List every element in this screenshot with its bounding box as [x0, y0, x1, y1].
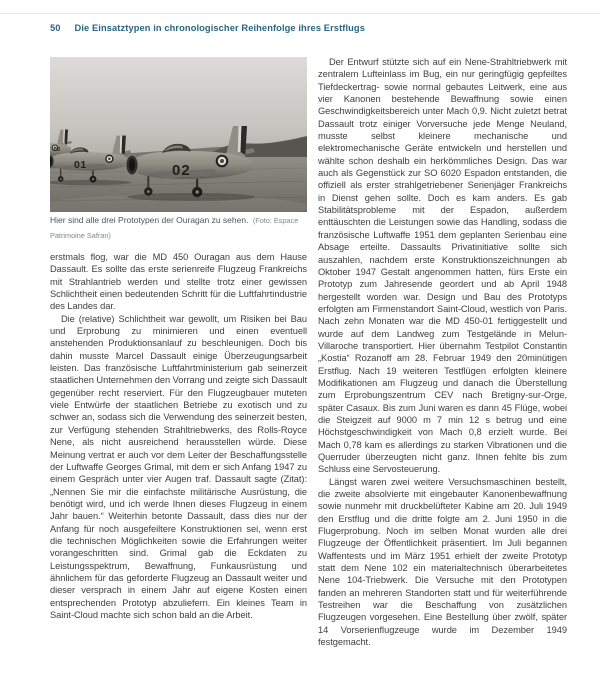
aircraft-marking-02: 02: [172, 162, 191, 179]
body-paragraph: Der Entwurf stützte sich auf ein Nene-Strahltriebwerk mit zentralem Lufteinlass im Bug, ein nur geringfügig gepfeiltes Tiefdeckertrag- sowie normal gebautes Leitwerk, eine aus vier Kanonen bestehende Bewaffnung sowie einen Geschwindigkeitsbereich unter Mach 0,9. Nicht zuletzt betrat Dassault trotz einiger Vorversuche jede Menge Neuland, musste selbst kleinere mechanische und elektromechanische Geräte entwickeln und herstellen und wählte schon deshalb ein herkömmliches Design. Das war auch als Gegenstück zur SO 6020 Espadon entstanden, die offiziell als erster strahlgetriebener Serienjäger Frankreichs in Dienst gehen sollte. Doch es kam anders. Es gab Stabilitätsprobleme mit der Espadon, außerdem enttäuschten die Leistungen sowie das Handling, sodass die französische Luftwaffe 1951 dem geplanten Serienbau eine Absage erteilte. Dassaults Privatinitiative sollte sich auszahlen, nachdem erste Konstruktionszeichnungen ab Oktober 1947 Gestalt angenommen hatten, fürs Erste ein Prototyp zum Jahresende geordert und ab April 1948 hergestellt worden war. Design und Bau des Prototyps erfolgten am Firmenstandort Saint-Cloud, westlich von Paris. Nach zehn Monaten war die MD 450-01 fertiggestellt und wurde auf dem Landweg zum Testgelände in Melun-Villaroche transportiert. Hier übernahm Testpilot Constantin „Kostia“ Rozanoff am 28. Februar 1949 den 20minütigen Erstflug. Nach 19 weiteren Testflügen erfolgten kleinere Modifikationen am Flugzeug und danach die Überstellung zum Erprobungszentrum CEV nach Bretigny-sur-Orge, später Casaux. Bis zum Juni waren es dann 45 Flüge, wobei die Steigzeit auf 9000 m 7 min 12 s betrug und eine Höchstgeschwindigkeit von Mach 0,8 erzielt wurde. Bei Mach 0,78 kam es allerdings zu starken Vibrationen und die Querruder überzeugten nicht ganz. Ihnen fehlte bis zum Schluss eine Servosteuerung.: [318, 57, 567, 475]
page-number: 50: [50, 23, 61, 33]
body-paragraph: Die (relative) Schlichtheit war gewollt, um Risiken bei Bau und Erprobung zu minimieren und einen eventuell anstehenden Produktionsanlauf zu beschleunigen. Doch bis dahin musste Marcel Dassault einige Überzeugungsarbeit leisten. Das französische Luftfahrtministerium gab seinerzeit staatlichen Unternehmen den Vorrang und zeigte sich Dassault gegenüber recht reserviert. Für den Flugzeugbauer muteten viele Entwürfe der staatlichen Betriebe zu exotisch und zu schwer an, sodass sich die Verwendung des seinerzeit besten, zur Verfügung stehenden Strahltriebwerks, des Rolls-Royce Nene, als nicht ausreichend herausstellen würde. Diese Meinung vertrat er auch vor dem Leiter der Beschaffungsstelle der Luftwaffe Georges Grimal, mit dem er sich Anfang 1947 zu einem Gespräch unter vier Augen traf. Dassault sagte (Zitat): „Nennen Sie mir die einfachste militärische Ausrüstung, die benötigt wird, und ich werde Ihnen dieses Flugzeug in einem Jahr bauen.“ Weiterhin betonte Dassault, dass dies nur der Anfang für noch ausgefeiltere Konstruktionen sei, wenn erst die technischen Möglichkeiten sowie die Erfahrungen weiter vorangeschritten sind. Grimal gab die Eckdaten zu Leistungsspektrum, Bewaffnung, Funkausrüstung und ähnlichem für das geforderte Flugzeug an Dassault weiter und dieser versprach in einem Jahr auf eigene Kosten einen entsprechenden Prototyp abzuliefern. Ein kleines Team in Saint-Cloud machte sich schon bald an die Arbeit.: [50, 313, 307, 620]
body-paragraph: erstmals flog, war die MD 450 Ouragan aus dem Hause Dassault. Es sollte das erste serienreife Flugzeug Frankreichs mit Strahlantrieb werden und stellte trotz einer gewissen Schlichtheit einen bedeutenden Schritt für die Luftfahrtindustrie des Landes dar.: [50, 252, 307, 312]
figure-caption: [50, 213, 307, 243]
running-header: [50, 23, 365, 33]
right-text-column: [318, 56, 567, 649]
body-paragraph: Längst waren zwei weitere Versuchsmaschinen bestellt, die zweite absolvierte mit eingebauter Kanonenbewaffnung sowie nunmehr mit druckbelüfteter Kabine am 20. Juli 1949 den Erstflug und die dritte folgte am 2. Juni 1950 in die Flugerprobung. Noch im selben Monat wurden alle drei Flugzeuge der Öffentlichkeit präsentiert. Im Juli begannen Waffentests und im März 1951 erhielt der zweite Prototyp statt dem Nene 102 ein materialtechnisch überarbeitetes Nene 104-Triebwerk. Die Versuche mit den Prototypen fanden an mehreren Standorten statt und für weiterführende Testreihen war die Beschaffung von zusätzlichen Flugzeugen vorgesehen. Eine Bestellung über zwölf, später 14 Vorserienflugzeuge wurde im Dezember 1949 festgemacht.: [318, 476, 567, 648]
aircraft-photo: [50, 57, 307, 212]
aircraft-marking-01: 01: [74, 159, 87, 171]
aircraft-marking-03: 03: [53, 147, 61, 153]
caption-credit: (Foto: Espace Patrimoine Safran): [50, 216, 299, 240]
left-text-column: [50, 251, 307, 621]
top-rule: [0, 13, 600, 14]
caption-text: Hier sind alle drei Prototypen der Ouragan zu sehen.: [50, 215, 249, 225]
chapter-title: Die Einsatztypen in chronologischer Reihenfolge ihres Erstflugs: [74, 23, 365, 33]
